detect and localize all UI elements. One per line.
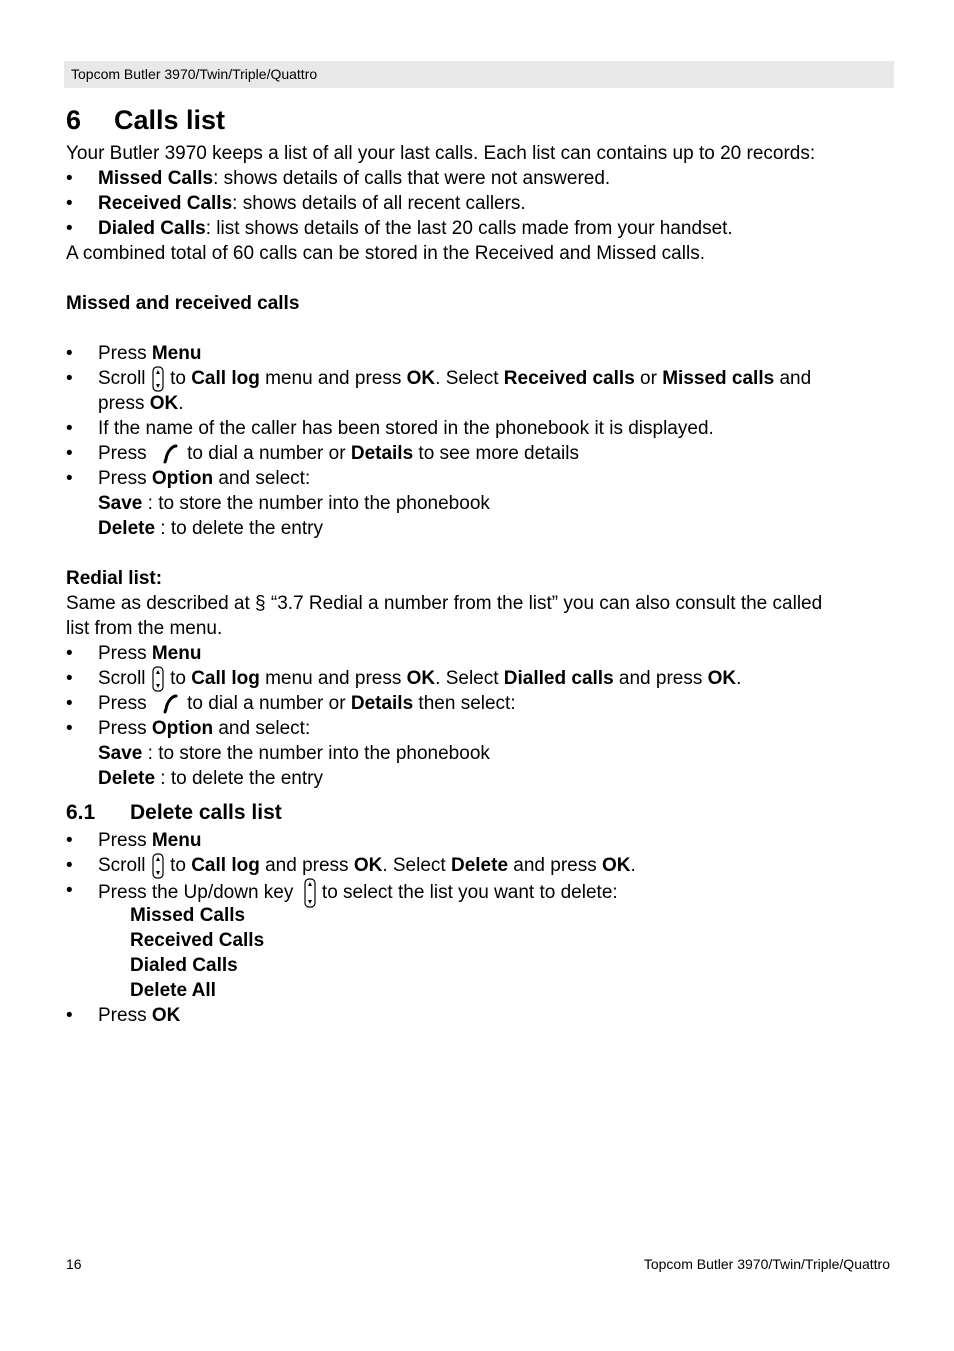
page-number: 16 [66,1256,82,1272]
scroll-key-icon [303,878,317,908]
delete-option: Dialed Calls [130,955,238,976]
intro-paragraph: Your Butler 3970 keeps a list of all your last calls. Each list can contains up to 20 records: [66,143,816,164]
subheading-missed-received: Missed and received calls [66,293,300,314]
list-item: • Dialed Calls: list shows details of the last 20 calls made from your handset. [66,218,733,239]
list-item: • Received Calls: shows details of all recent callers. [66,193,526,214]
subheading-redial: Redial list: [66,568,163,589]
section-title: Calls list [114,105,226,135]
list-item: • Press Menu [66,643,202,664]
list-item: • Scroll to Call log and press OK. Select Delete and press OK. [66,853,896,878]
list-item: • Press to dial a number or Details to see more details [66,443,579,464]
redial-paragraph-line2: list from the menu. [66,618,223,639]
section-number: 6 [66,105,82,135]
list-item: • Press Menu [66,830,202,851]
bullet: • [66,218,73,239]
delete-option: Delete All [130,980,216,1001]
call-handset-icon [160,443,182,465]
running-footer: Topcom Butler 3970/Twin/Triple/Quattro [643,1256,890,1272]
bullet: • [66,168,73,189]
list-item: • Press the Up/down key to select the list you want to delete: [66,878,896,903]
redial-paragraph-line1: Same as described at § “3.7 Redial a number from the list” you can also consult the called [66,593,823,614]
subsection-title: Delete calls list [130,801,282,824]
option-save: Save : to store the number into the phonebook [98,743,490,764]
list-item: • Press Option and select: [66,468,311,489]
list-item: • Press OK [66,1005,181,1026]
scroll-key-icon [151,666,165,692]
delete-option: Missed Calls [130,905,246,926]
option-save: Save : to store the number into the phonebook [98,493,490,514]
option-delete: Delete : to delete the entry [98,768,323,789]
scroll-key-icon [151,853,165,879]
scroll-key-icon [151,366,165,392]
bullet: • [66,193,73,214]
subsection-number: 6.1 [66,801,96,824]
list-item: • Scroll to Call log menu and press OK. Select Received calls or Missed calls and [66,366,896,391]
list-item: • Press Option and select: [66,718,311,739]
list-item-continuation: press OK. [98,393,184,414]
subsection-heading [66,797,896,828]
list-item: • Press to dial a number or Details then select: [66,693,516,714]
call-handset-icon [160,693,182,715]
list-item: • If the name of the caller has been stored in the phonebook it is displayed. [66,418,714,439]
list-item: • Press Menu [66,343,202,364]
option-delete: Delete : to delete the entry [98,518,323,539]
delete-option: Received Calls [130,930,265,951]
list-item: • Missed Calls: shows details of calls that were not answered. [66,168,611,189]
list-item: • Scroll to Call log menu and press OK. Select Dialled calls and press OK. [66,666,896,691]
page-content [66,104,896,1028]
section-heading [66,104,896,141]
combined-total-paragraph: A combined total of 60 calls can be stored in the Received and Missed calls. [66,243,705,264]
running-header: Topcom Butler 3970/Twin/Triple/Quattro [64,61,894,88]
